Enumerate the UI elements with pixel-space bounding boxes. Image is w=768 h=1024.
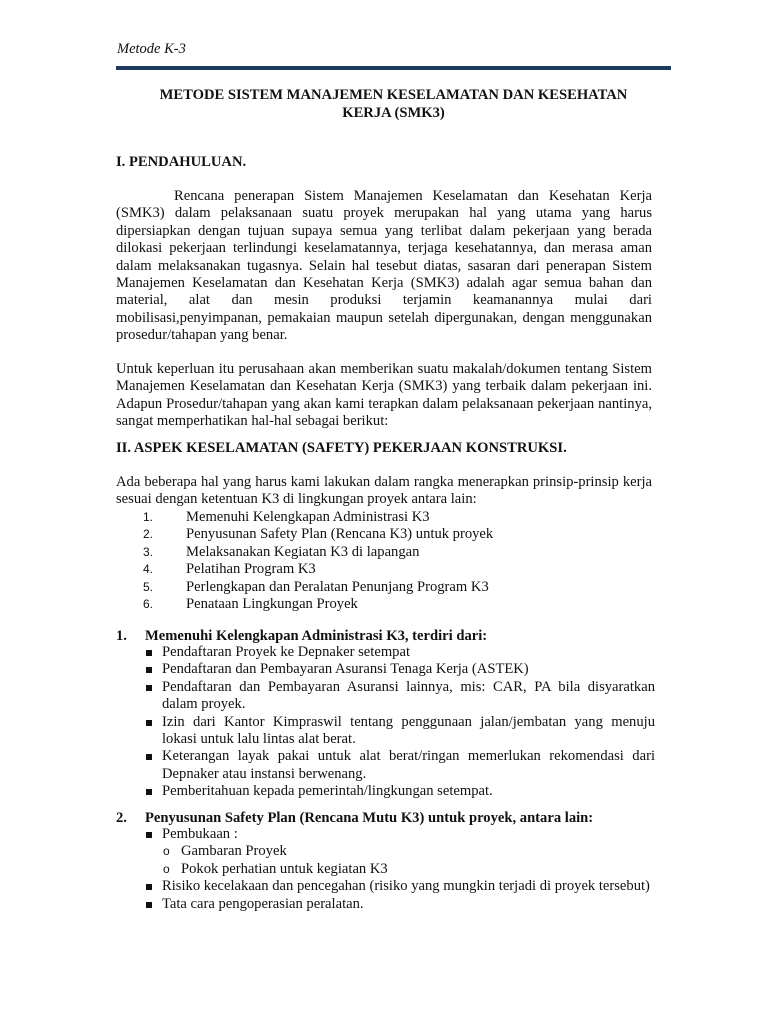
list-number: 5.: [143, 579, 154, 594]
document-title-line2: KERJA (SMK3): [342, 104, 445, 121]
subsection-title: Penyusunan Safety Plan (Rencana Mutu K3) untuk proyek, antara lain:: [145, 810, 594, 826]
sub-bullet-item: [145, 843, 655, 860]
list-number: 6.: [143, 596, 154, 611]
bullet-item: [145, 783, 655, 800]
list-text: Memenuhi Kelengkapan Administrasi K3: [186, 509, 430, 525]
bullet-text: Risiko kecelakaan dan pencegahan (risiko yang mungkin terjadi di proyek tersebut): [162, 878, 650, 895]
sub-bullet-text: Pokok perhatian untuk kegiatan K3: [181, 860, 388, 877]
bullet-item: [145, 661, 655, 678]
section-heading-pendahuluan: I. PENDAHULUAN.: [116, 154, 247, 170]
running-header: Metode K-3: [117, 41, 186, 57]
bullet-text: Pendaftaran dan Pembayaran Asuransi lainnya, mis: CAR, PA bila disyaratkan dalam proyek.: [162, 678, 655, 713]
paragraph-purpose: Untuk keperluan itu perusahaan akan memberikan suatu makalah/dokumen tentang Sistem Manajemen Keselamatan dan Kesehatan Kerja (SMK3) yang terbaik dalam pekerjaan ini. Adapun Prosedur/tahapan yang akan kami terapkan dalam pelaksanaan pekerjaan nantinya, sangat memperhatikan hal-hal sebagai berikut:: [116, 361, 652, 430]
bullet-item: [145, 644, 655, 661]
subsection-number: 2.: [116, 810, 127, 826]
paragraph-intro: Rencana penerapan Sistem Manajemen Keselamatan dan Kesehatan Kerja (SMK3) dalam pelaksanaan suatu proyek merupakan hal yang utama yang harus dipersiapkan dengan tujuan supaya semua yang terlibat dalam pekerjaan yang berada dilokasi pekerjaan terlindungi keselamatannya, terjaga kesehatannya, dan merasa aman dalam melaksanakan tugasnya. Selain hal tesebut diatas, sasaran dari penerapan Sistem Manajemen Keselamatan dan Kesehatan Kerja (SMK3) adalah agar semua bahan dan material, alat dan mesin produksi terjamin keamanannya mulai dari mobilisasi,penyimpanan, pemakaian maupun setelah dipergunakan, dengan menggunakan prosedur/tahapan yang benar.: [116, 188, 652, 344]
sub-bullet-text: Gambaran Proyek: [181, 843, 287, 860]
bullet-square-icon: [146, 902, 152, 908]
bullet-square-icon: [146, 720, 152, 726]
bullet-item: [145, 896, 655, 913]
list-number: 1.: [143, 510, 154, 524]
paragraph-aspek-intro: Ada beberapa hal yang harus kami lakukan dalam rangka menerapkan prinsip-prinsip kerja sesuai dengan ketentuan K3 di lingkungan proyek antara lain:: [116, 474, 652, 508]
subsection-title: Memenuhi Kelengkapan Administrasi K3, terdiri dari:: [145, 628, 488, 644]
bullet-square-icon: [146, 832, 152, 838]
numbered-list-item: [116, 561, 656, 578]
bullet-square-icon: [146, 650, 152, 656]
subsection-heading-safety-plan: [116, 810, 676, 827]
list-text: Perlengkapan dan Peralatan Penunjang Program K3: [186, 578, 489, 595]
subsection-number: 1.: [116, 628, 127, 644]
numbered-list-item: [116, 579, 656, 596]
bullet-text: Keterangan layak pakai untuk alat berat/ringan memerlukan rekomendasi dari Depnaker atau instansi berwenang.: [162, 748, 655, 782]
list-number: 2.: [143, 527, 154, 542]
bullet-text: Tata cara pengoperasian peralatan.: [162, 895, 364, 912]
bullet-item: [145, 679, 655, 714]
header-rule: [116, 66, 671, 70]
bullet-text: Pemberitahuan kepada pemerintah/lingkungan setempat.: [162, 783, 493, 800]
numbered-list-item: [116, 526, 656, 543]
numbered-list: [116, 509, 656, 613]
bullet-list-administrasi: [145, 644, 655, 801]
bullet-text: Pembukaan :: [162, 826, 238, 842]
bullet-item: [145, 878, 655, 895]
bullet-item: [145, 748, 655, 783]
bullet-item: [145, 714, 655, 749]
bullet-text: Pendaftaran dan Pembayaran Asuransi Tenaga Kerja (ASTEK): [162, 661, 529, 678]
document-title: [116, 87, 671, 122]
bullet-text: Izin dari Kantor Kimpraswil tentang penggunaan jalan/jembatan yang menuju lokasi untuk lalu lintas alat berat.: [162, 713, 655, 748]
subsection-heading-administrasi: [116, 628, 676, 645]
list-text: Pelatihan Program K3: [186, 561, 316, 578]
list-number: 3.: [143, 544, 154, 559]
numbered-list-item: [116, 544, 656, 561]
circle-bullet-icon: o: [163, 844, 170, 859]
bullet-text: Pendaftaran Proyek ke Depnaker setempat: [162, 644, 410, 660]
bullet-square-icon: [146, 789, 152, 795]
circle-bullet-icon: o: [163, 861, 170, 876]
numbered-list-item: [116, 596, 656, 613]
list-text: Melaksanakan Kegiatan K3 di lapangan: [186, 543, 420, 560]
list-text: Penyusunan Safety Plan (Rencana K3) untuk proyek: [186, 526, 494, 543]
list-text: Penataan Lingkungan Proyek: [186, 595, 358, 612]
section-heading-aspek-keselamatan: II. ASPEK KESELAMATAN (SAFETY) PEKERJAAN KONSTRUKSI.: [116, 440, 567, 456]
bullet-square-icon: [146, 884, 152, 890]
bullet-square-icon: [146, 667, 152, 673]
bullet-item: [145, 826, 655, 843]
numbered-list-item: [116, 509, 656, 526]
sub-bullet-item: [145, 861, 655, 878]
document-title-line1: METODE SISTEM MANAJEMEN KESELAMATAN DAN KESEHATAN: [159, 87, 628, 103]
bullet-square-icon: [146, 754, 152, 760]
list-number: 4.: [143, 562, 154, 577]
bullet-square-icon: [146, 685, 152, 691]
bullet-list-safety-plan: [145, 826, 655, 913]
